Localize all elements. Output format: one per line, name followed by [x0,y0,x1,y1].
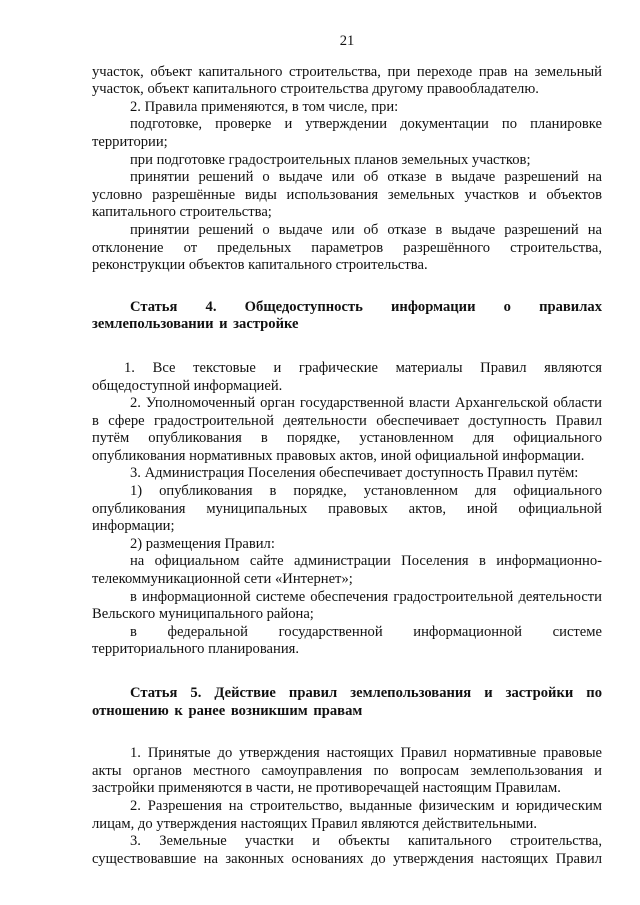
paragraph: 3. Администрация Поселения обеспечивает доступность Правил путём: [130,465,579,482]
paragraph: 2. Правила применяются, в том числе, при: [130,98,399,115]
paragraph: при подготовке градостроительных планов земельных участков; [130,151,531,168]
paragraph: 1) опубликования в порядке, установленном для официального опубликования муниципальных правовых актов, иной официальной информации; [92,483,602,535]
paragraph: на официальном сайте администрации Поселения в информационно-телекоммуникационной сети «Интернет»; [92,553,602,588]
paragraph: участок, объект капитального строительства, при переходе прав на земельный участок, объект капитального строительства другому правообладателю. [92,63,602,98]
paragraph: 2. Уполномоченный орган государственной власти Архангельской области в сфере градостроительной деятельности обеспечивает доступность Правил путём опубликования в порядке, установленном для официального опубликования нормативных правовых актов, иной официальной информации. [92,395,602,464]
paragraph: 3. Земельные участки и объекты капитального строительства, существовавшие на законных основаниях до утверждения настоящих Правил [92,833,602,867]
paragraph: 1. Принятые до утверждения настоящих Правил нормативные правовые акты органов местного самоуправления по вопросам землепользования и застройки применяются в части, не противоречащей настоящим Правилам. [92,745,602,797]
article-heading: Статья 4. Общедоступность информации о правилах землепользовании и застройке [92,298,602,333]
paragraph: 1. Все текстовые и графические материалы Правил являются общедоступной информацией. [92,359,602,394]
paragraph: принятии решений о выдаче или об отказе в выдаче разрешений на условно разрешённые виды использования земельных участков и объектов капитального строительства; [92,169,602,221]
paragraph: в федеральной государственной информационной системе территориального планирования. [92,623,602,658]
page-number: 21 [339,33,355,49]
document-page [92,33,602,868]
paragraph: принятии решений о выдаче или об отказе в выдаче разрешений на отклонение от предельных параметров разрешённого строительства, реконструкции объектов капитального строительства. [92,221,602,274]
paragraph: 2) размещения Правил: [130,535,275,552]
article-heading: Статья 5. Действие правил землепользования и застройки по отношению к ранее возникшим правам [92,685,602,719]
document-body [92,64,602,869]
paragraph: в информационной системе обеспечения градостроительной деятельности Вельского муниципального района; [92,588,602,623]
paragraph: 2. Разрешения на строительство, выданные физическим и юридическим лицам, до утверждения настоящих Правил являются действительными. [92,797,602,832]
paragraph: подготовке, проверке и утверждении документации по планировке территории; [92,116,602,150]
